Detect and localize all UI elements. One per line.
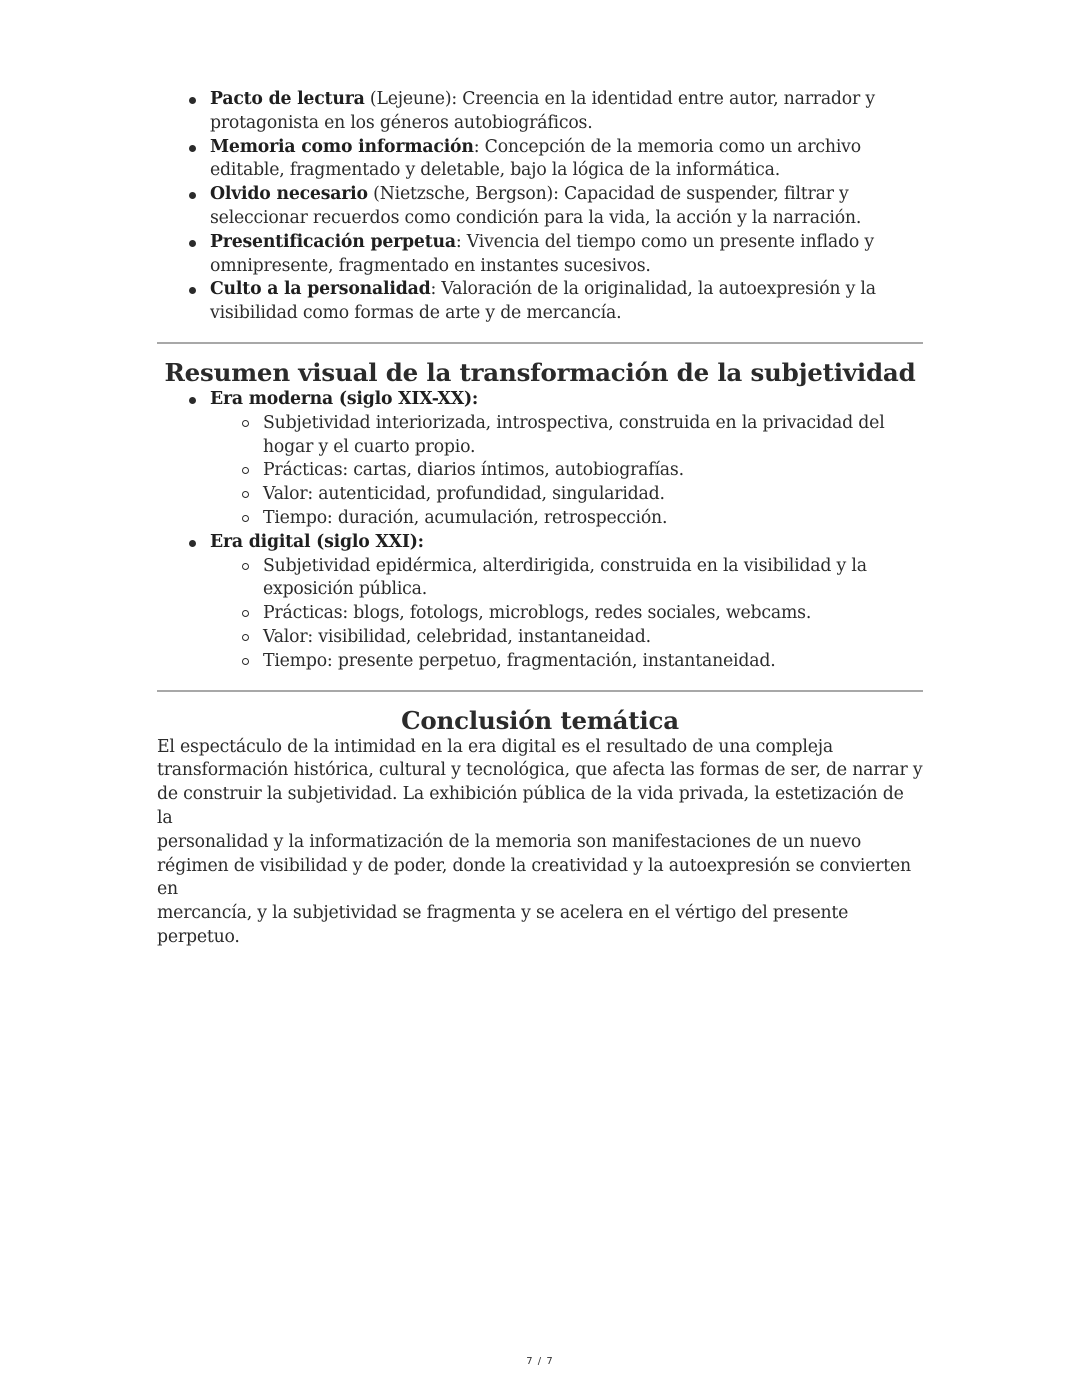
era-modern-item (157, 388, 923, 531)
list-item: Valor: visibilidad, celebridad, instantaneidad. (210, 626, 923, 650)
list-item (157, 231, 923, 279)
concept-definition: : Valoración de la originalidad, la autoexpresión y la visibilidad como formas de arte y de mercancía. (210, 279, 876, 324)
list-item: Tiempo: presente perpetuo, fragmentación, instantaneidad. (210, 650, 923, 674)
concept-term: Pacto de lectura (210, 89, 365, 109)
list-item (157, 88, 923, 136)
concept-definition: : Concepción de la memoria como un archivo editable, fragmentado y deletable, bajo la lógica de la informática. (210, 136, 861, 181)
concept-term: Olvido necesario (210, 184, 368, 205)
conclusion-heading: Conclusión temática (401, 705, 679, 735)
conclusion-line: personalidad y la informatización de la memoria son manifestaciones de un nuevo (157, 831, 862, 852)
list-item: Subjetividad interiorizada, introspectiva, construida en la privacidad del hogar y el cuarto propio. (210, 412, 923, 460)
era-modern-label: Era moderna (siglo XIX-XX): (210, 388, 479, 409)
conclusion-line: mercancía, y la subjetividad se fragmenta y se acelera en el vértigo del presente perpetuo. (157, 903, 849, 947)
concept-definition: : Vivencia del tiempo como un presente inflado y omnipresente, fragmentado en instantes sucesivos. (210, 231, 874, 276)
list-item (157, 278, 923, 326)
list-item: Prácticas: cartas, diarios íntimos, autobiografías. (210, 459, 923, 483)
list-item: Subjetividad epidérmica, alterdirigida, construida en la visibilidad y la exposición pública. (210, 555, 923, 603)
conclusion-line: de construir la subjetividad. La exhibición pública de la vida privada, la estetización de la (157, 784, 904, 828)
section-divider (157, 342, 923, 344)
document-page (157, 88, 923, 950)
conclusion-paragraph (157, 736, 923, 950)
era-digital-item (157, 531, 923, 674)
list-item (157, 136, 923, 184)
list-item: Tiempo: duración, acumulación, retrospección. (210, 507, 923, 531)
section-divider (157, 690, 923, 692)
concept-term: Presentificación perpetua (210, 231, 456, 252)
concept-definition: (Lejeune): Creencia en la identidad entre autor, narrador y protagonista en los géneros autobiográficos. (210, 89, 875, 133)
list-item: Valor: autenticidad, profundidad, singularidad. (210, 483, 923, 507)
era-modern-sublist (210, 412, 923, 531)
era-digital-sublist (210, 555, 923, 674)
list-item: Prácticas: blogs, fotologs, microblogs, redes sociales, webcams. (210, 602, 923, 626)
concept-list (157, 88, 923, 326)
concept-definition: (Nietzsche, Bergson): Capacidad de suspender, filtrar y seleccionar recuerdos como condición para la vida, la acción y la narración. (210, 184, 862, 228)
summary-heading: Resumen visual de la transformación de la subjetividad (164, 357, 916, 387)
era-digital-label: Era digital (siglo XXI): (210, 531, 424, 552)
page-number: 7 / 7 (526, 1356, 554, 1367)
summary-list (157, 388, 923, 674)
conclusion-line: El espectáculo de la intimidad en la era digital es el resultado de una compleja (157, 736, 833, 757)
list-item (157, 183, 923, 231)
conclusion-line: transformación histórica, cultural y tecnológica, que afecta las formas de ser, de narrar y (157, 760, 923, 781)
concept-term: Memoria como información (210, 136, 474, 157)
conclusion-line: régimen de visibilidad y de poder, donde la creatividad y la autoexpresión se convierten en (157, 855, 911, 900)
concept-term: Culto a la personalidad (210, 279, 431, 300)
